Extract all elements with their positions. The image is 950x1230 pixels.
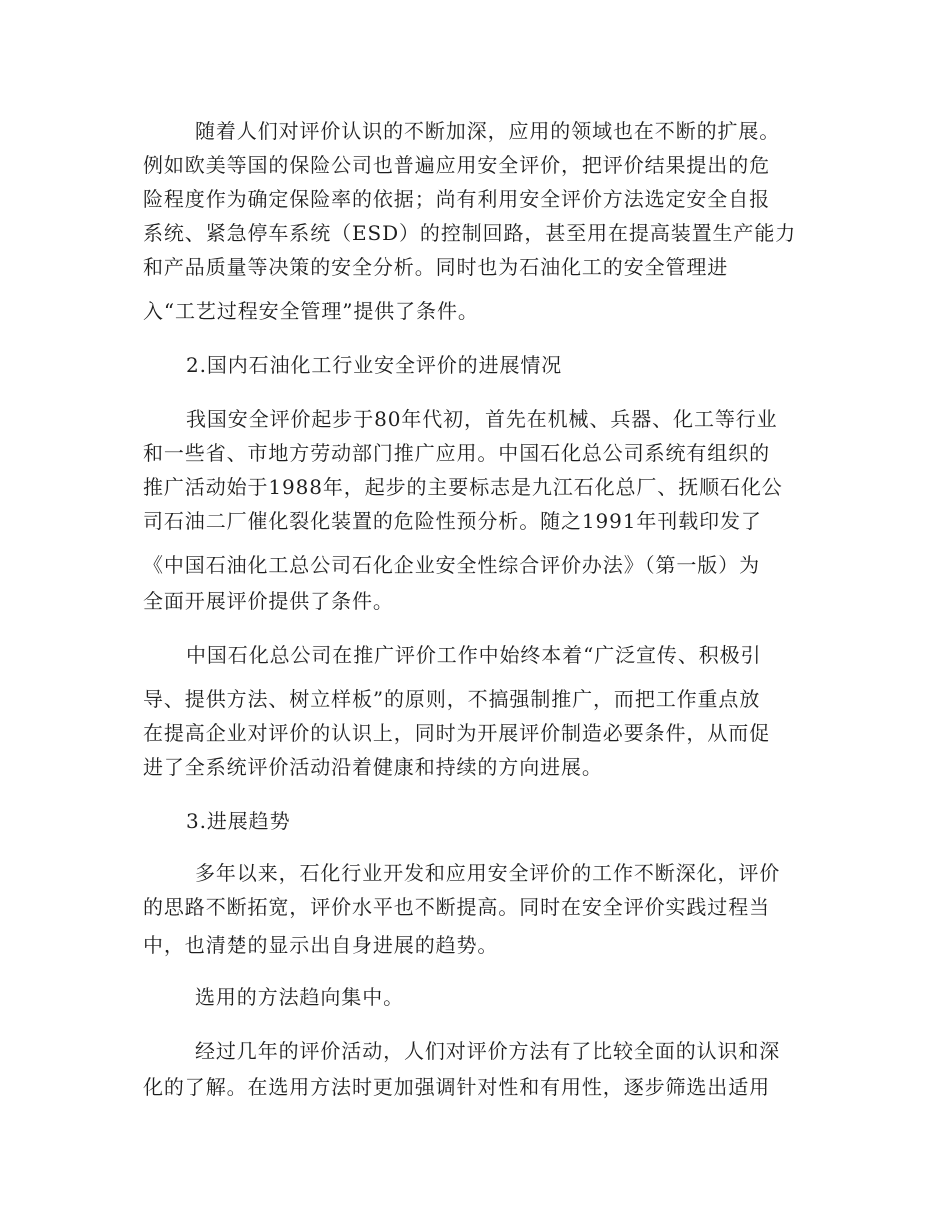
paragraph-1-line-1: 随着人们对评价认识的不断加深，应用的领域也在不断的扩展。 bbox=[195, 119, 781, 143]
paragraph-6-line-1: 经过几年的评价活动，人们对评价方法有了比较全面的认识和深 bbox=[195, 1039, 781, 1063]
paragraph-1-line-5: 和产品质量等决策的安全分析。同时也为石油化工的安全管理进 bbox=[143, 255, 729, 279]
section-heading-2: 2.国内石油化工行业安全评价的进展情况 bbox=[186, 353, 563, 377]
paragraph-6-line-2: 化的了解。在选用方法时更加强调针对性和有用性，逐步筛选出适用 bbox=[143, 1075, 770, 1099]
paragraph-2-line-1: 我国安全评价起步于80年代初，首先在机械、兵器、化工等行业 bbox=[186, 407, 778, 431]
paragraph-3-line-1: 中国石化总公司在推广评价工作中始终本着“广泛宣传、积极引 bbox=[186, 643, 762, 667]
paragraph-1-line-2: 例如欧美等国的保险公司也普遍应用安全评价，把评价结果提出的危 bbox=[143, 153, 770, 177]
paragraph-4-line-1: 多年以来，石化行业开发和应用安全评价的工作不断深化，评价 bbox=[195, 861, 781, 885]
paragraph-3-line-3: 在提高企业对评价的认识上，同时为开展评价制造必要条件，从而促 bbox=[143, 721, 770, 745]
paragraph-4-line-2: 的思路不断拓宽，评价水平也不断提高。同时在安全评价实践过程当 bbox=[143, 895, 770, 919]
paragraph-2-line-6: 全面开展评价提供了条件。 bbox=[143, 589, 394, 613]
paragraph-5-line-1: 选用的方法趋向集中。 bbox=[195, 985, 404, 1009]
paragraph-2-line-3: 推广活动始于1988年，起步的主要标志是九江石化总厂、抚顺石化公 bbox=[143, 475, 783, 499]
paragraph-2-line-2: 和一些省、市地方劳动部门推广应用。中国石化总公司系统有组织的 bbox=[143, 441, 770, 465]
paragraph-2-line-4: 司石油二厂催化裂化装置的危险性预分析。随之1991年刊载印发了 bbox=[143, 509, 762, 533]
paragraph-3-line-4: 进了全系统评价活动沿着健康和持续的方向进展。 bbox=[143, 755, 603, 779]
paragraph-1-line-6: 入“工艺过程安全管理”提供了条件。 bbox=[143, 299, 479, 323]
section-heading-3: 3.进展趋势 bbox=[186, 809, 291, 833]
paragraph-3-line-2: 导、提供方法、树立样板”的原则，不搞强制推广，而把工作重点放 bbox=[143, 687, 761, 711]
paragraph-1-line-3: 险程度作为确定保险率的依据；尚有利用安全评价方法选定安全自报 bbox=[143, 187, 770, 211]
paragraph-2-line-5: 《中国石油化工总公司石化企业安全性综合评价办法》（第一版）为 bbox=[143, 553, 760, 577]
paragraph-4-line-3: 中，也清楚的显示出自身进展的趋势。 bbox=[143, 933, 499, 957]
paragraph-1-line-4: 系统、紧急停车系统（ESD）的控制回路，甚至用在提高装置生产能力 bbox=[143, 221, 797, 245]
